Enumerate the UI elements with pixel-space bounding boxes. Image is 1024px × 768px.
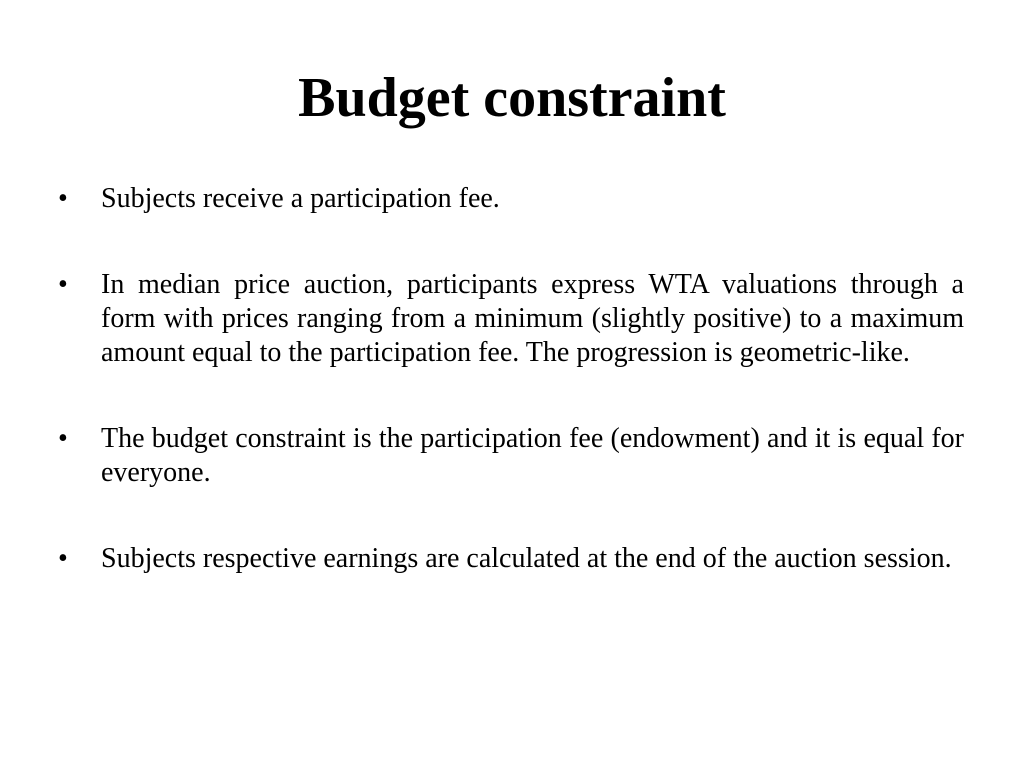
bullet-item xyxy=(58,268,964,370)
bullet-dot-icon: • xyxy=(58,543,68,574)
bullet-dot-icon: • xyxy=(58,423,68,454)
bullet-item xyxy=(58,182,964,216)
bullet-text: In median price auction, participants express WTA valuations through a form with prices ranging from a minimum (slightly positive) to a maximum amount equal to the participation fee. The progression is geometric-like. xyxy=(101,269,964,368)
bullet-text: Subjects respective earnings are calculated at the end of the auction session. xyxy=(101,543,952,574)
slide-title: Budget constraint xyxy=(298,67,726,129)
bullet-dot-icon: • xyxy=(58,269,68,300)
bullet-dot-icon: • xyxy=(58,183,68,214)
bullet-item xyxy=(58,422,964,490)
bullet-text: Subjects receive a participation fee. xyxy=(101,183,500,214)
bullet-text: The budget constraint is the participation fee (endowment) and it is equal for everyone. xyxy=(101,423,964,488)
bullet-list xyxy=(58,182,964,628)
bullet-item xyxy=(58,542,964,576)
